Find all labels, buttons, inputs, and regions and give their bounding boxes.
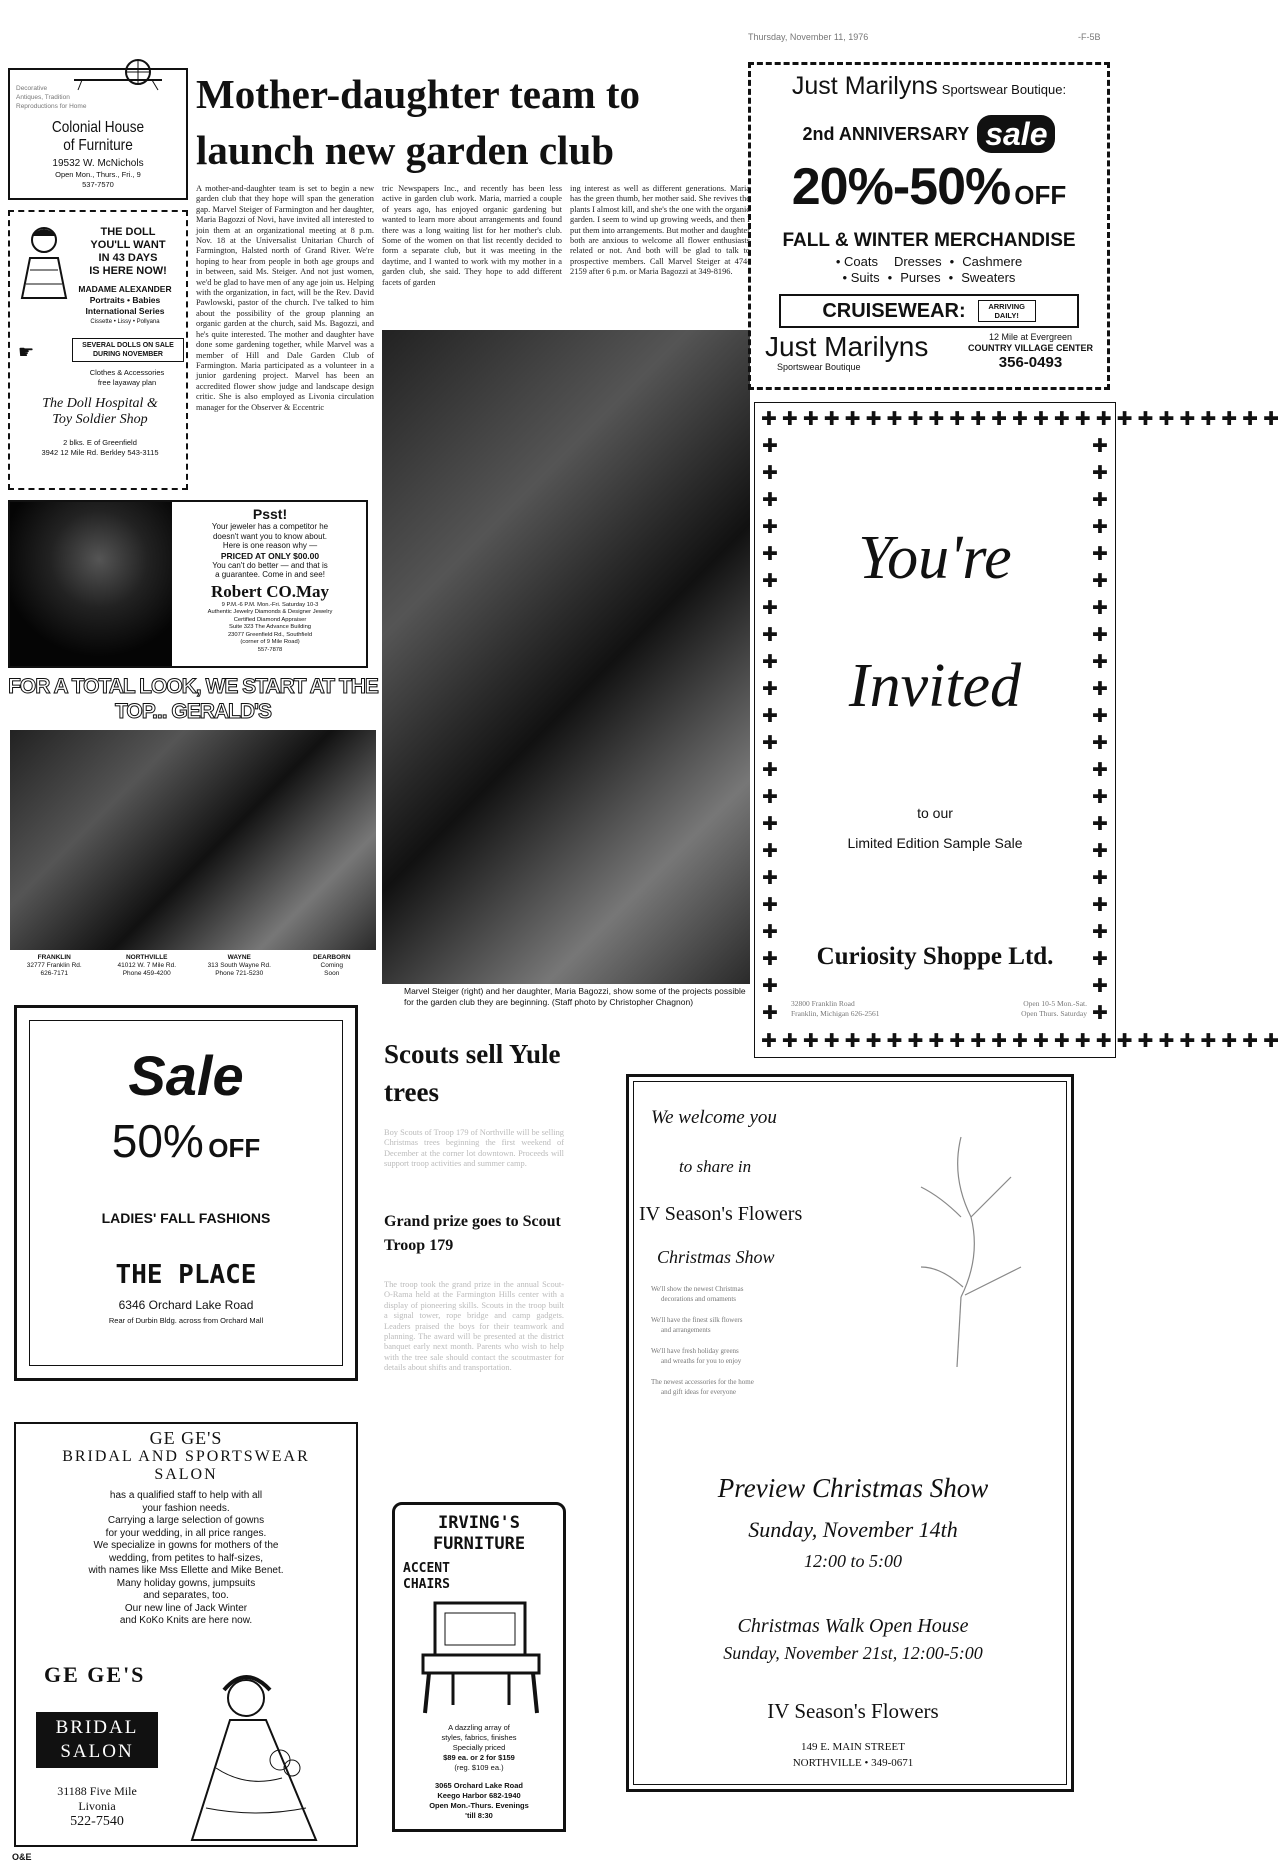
- psst-hours: 9 P.M.-6 P.M. Mon.-Fri. Saturday 10-3: [221, 601, 319, 608]
- geges-copy: We specialize in gowns for mothers of the: [93, 1540, 279, 1551]
- irvings-hours: Open Mon.-Thurs. Evenings: [429, 1801, 529, 1810]
- seasons-street: 149 E. MAIN STREET: [801, 1741, 905, 1753]
- jewelry-photo: [10, 502, 172, 666]
- geralds-hairstyles-photo: [10, 730, 376, 950]
- doll-heading-2: YOU'LL WANT: [90, 239, 166, 251]
- geralds-location-address: Coming: [320, 962, 343, 969]
- robert-may-logo: Robert CO.May: [210, 581, 330, 601]
- seasons-date-1: Sunday, November 14th: [748, 1517, 958, 1542]
- irvings-accent: ACCENT: [403, 1561, 450, 1576]
- irvings-name-2: FURNITURE: [432, 1534, 526, 1554]
- marilyns-name: Just Marilyns: [791, 72, 938, 100]
- colonial-line: Reproductions for Home: [16, 103, 87, 110]
- psst-line: Your jeweler has a competitor he: [211, 522, 329, 531]
- hand-pointing-icon: ☛: [18, 342, 35, 362]
- place-percent: 50%: [111, 1115, 204, 1167]
- doll-brand: MADAME ALEXANDER: [78, 284, 172, 294]
- geges-title: BRIDAL AND SPORTSWEAR: [62, 1448, 310, 1465]
- psst-address: 23077 Greenfield Rd., Southfield: [227, 631, 313, 638]
- seasons-list-item: We'll show the newest Christmas: [651, 1285, 744, 1293]
- seasons-name-2: IV Season's Flowers: [767, 1699, 939, 1723]
- geges-name-2: GE GE'S: [44, 1662, 146, 1687]
- geralds-location-name: NORTHVILLE: [125, 954, 168, 961]
- marilyns-arriving: ARRIVING DAILY!: [978, 300, 1036, 322]
- psst-line: a guarantee. Come in and see!: [215, 570, 325, 579]
- doll-shop-name-2: Toy Soldier Shop: [52, 412, 148, 427]
- marilyns-name-2: Just Marilyns: [765, 331, 929, 362]
- doll-lines: Portraits • Babies: [89, 295, 161, 305]
- psst-desc: Authentic Jewelry Diamonds & Designer Jewelry: [207, 609, 333, 615]
- psst-address: (corner of 9 Mile Road): [240, 639, 300, 645]
- geges-logo-line: SALON: [60, 1741, 134, 1762]
- marilyns-anniversary: 2nd ANNIVERSARY: [802, 123, 970, 144]
- geralds-location-phone: Phone 459-4200: [122, 970, 171, 977]
- scouts-body-2: The troop took the grand prize in the annual Scout-O-Rama held at the Farmington Hills center with a display of pioneering skills. Scouts in the troop built a signal tower, rope bridge and camp gadgets. Leaders praised the boys for their teamwork and planning. The award will be presented at the district banquet early next month. Parents who wish to help with the tree sale should contact the scoutmaster for details about shifts and transportation.: [384, 1280, 564, 1373]
- irvings-price: $89 ea. or 2 for $159: [443, 1753, 515, 1762]
- seasons-list-item: and arrangements: [661, 1325, 711, 1334]
- place-address: 6346 Orchard Lake Road: [118, 1298, 254, 1312]
- marilyns-item: Cashmere: [962, 254, 1023, 269]
- irvings-hours-2: 'till 8:30: [465, 1811, 493, 1820]
- place-ladies: LADIES' FALL FASHIONS: [101, 1210, 271, 1226]
- seasons-list-item: decorations and ornaments: [661, 1294, 737, 1303]
- footer-mark: O&E: [12, 1852, 32, 1862]
- geralds-location-phone: Phone 721-5230: [215, 970, 264, 977]
- cross-border-icon: ✚ ✚ ✚ ✚ ✚ ✚ ✚ ✚ ✚ ✚ ✚ ✚ ✚ ✚ ✚ ✚ ✚ ✚ ✚ ✚ ✚ ✚: [762, 436, 778, 1024]
- marilyns-sub: Sportswear Boutique:: [941, 82, 1067, 97]
- geges-copy: Carrying a large selection of gowns: [107, 1515, 265, 1526]
- geralds-location-address: 32777 Franklin Rd.: [26, 962, 82, 969]
- doll-clothes: Clothes & Accessories: [89, 368, 165, 377]
- irvings-reg: (reg. $109 ea.): [454, 1763, 504, 1772]
- irvings-city: Keego Harbor 682-1940: [437, 1791, 521, 1800]
- robert-may-ad: [8, 500, 368, 668]
- doll-series: International Series: [85, 306, 165, 316]
- geralds-location-name: DEARBORN: [312, 954, 351, 961]
- seasons-list-item: We'll have fresh holiday greens: [651, 1347, 739, 1355]
- seasons-list-item: We'll have the finest silk flowers: [651, 1316, 743, 1324]
- mother-daughter-photo: [382, 330, 750, 984]
- colonial-line: Antiques, Tradition: [16, 94, 70, 101]
- colonial-phone: 537-7570: [82, 180, 114, 189]
- seasons-list-item: The newest accessories for the home: [651, 1378, 754, 1386]
- marilyns-item: Dresses: [893, 254, 942, 269]
- seasons-date-2: Sunday, November 21st, 12:00-5:00: [723, 1643, 983, 1663]
- irvings-address: 3065 Orchard Lake Road: [435, 1781, 523, 1790]
- colonial-house-ad: [8, 68, 188, 200]
- article-column-3: ing interest as well as different generations. Maria has the green thumb, her mother said. She revives the plants I almost kill, and she's the one with the organic garden. I seem to wind up growing weeds, and then I put them into arrangements. But mother and daughter both are anxious to welcome all flower enthusiasts related or not. And both will be glad to talk to prospective members. Call Marvel Steiger at 474-2159 after 6 p.m. or Maria Bagozzi at 349-8196.: [570, 184, 750, 277]
- marilyns-item: Suits: [850, 270, 880, 285]
- psst-desc: Certified Diamond Appraiser: [233, 616, 307, 623]
- geges-copy: for your wedding, in all price ranges.: [105, 1527, 267, 1539]
- irvings-desc: A dazzling array of: [448, 1723, 510, 1732]
- doll-sale-banner: SEVERAL DOLLS ON SALE DURING NOVEMBER: [72, 338, 184, 362]
- place-note: Rear of Durbin Bldg. across from Orchard Mall: [108, 1316, 264, 1325]
- doll-names: Cissette • Lissy • Pollyana: [90, 319, 160, 325]
- geralds-location-name: WAYNE: [227, 954, 251, 961]
- place-sale: Sale: [128, 1044, 244, 1107]
- article-column-2: tric Newspapers Inc., and recently has been less active in garden club work. Maria, married a couple of years ago, has enjoyed organic gardening but wanted to learn more about arrangements and found there was a long waiting list for her mother's club. Some of the women on that list recently decided to form a separate club, but it was meeting in the daytime, and I wanted to work with my mother in a garden club, she said. They hope to add different facets of garden: [382, 184, 562, 287]
- marilyns-item: Purses: [900, 270, 941, 285]
- marilyns-center: COUNTRY VILLAGE CENTER: [967, 343, 1093, 353]
- curiosity-sale: Limited Edition Sample Sale: [847, 835, 1023, 851]
- curiosity-hours: Open Thurs. Saturday: [1021, 1009, 1087, 1018]
- geges-address: 31188 Five Mile: [57, 1784, 137, 1798]
- curiosity-address: 32800 Franklin Road: [791, 999, 855, 1008]
- doll-hospital-ad: [8, 210, 188, 490]
- geges-copy: and KoKo Knits are here now.: [119, 1615, 253, 1626]
- doll-heading-4: IS HERE NOW!: [89, 265, 167, 277]
- article-column-1: A mother-and-daughter team is set to begin a new garden club that they hope will span the generation gap. Marvel Steiger of Farmington and her daughter, Maria Bagozzi of Novi, have invited all interested to join them at an organizational meeting at 8 p.m. Nov. 18 at the Universalist Unitarian Church of Farmington, Halsted north of Grand River. We're hoping to hear from people in both age groups and in between, said Ms. Steiger. And not just women, we'd be glad to have men of any age join us. Helping with the organization, in fact, will be the Rev. David Pawlowski, pastor of the church. I've talked to him about the possibility of the group planning an organic garden at the church, said Ms. Bagozzi, and he's quite interested. The mother and daughter have done some gardening together, while Marvel was a member of Hill and Dale Garden Club of Farmington. Maria participated as a volunteer in a junior gardening project. Marvel has been an accredited flower show judge and landscape design critic. She is also employed as Livonia circulation manager for the Observer & Eccentric: [196, 184, 374, 412]
- psst-line: Here is one reason why —: [222, 541, 318, 550]
- irvings-name: IRVING'S: [438, 1513, 520, 1533]
- article-headline: Mother-daughter team to launch new garden club: [196, 71, 641, 173]
- marilyns-cruisewear: CRUISEWEAR:: [822, 299, 966, 322]
- seasons-city: NORTHVILLE • 349-0671: [792, 1757, 914, 1769]
- geges-logo-line: BRIDAL: [55, 1717, 139, 1738]
- geges-copy: with names like Mss Ellette and Mike Benet.: [88, 1565, 284, 1576]
- colonial-hours: Open Mon., Thurs., Fri., 9: [55, 170, 141, 179]
- colonial-name: Colonial House: [51, 119, 145, 136]
- geralds-ad: [8, 674, 378, 984]
- geralds-location-address: 41012 W. 7 Mile Rd.: [117, 962, 177, 969]
- psst-address: Suite 323 The Advance Building: [228, 624, 312, 630]
- seasons-welcome: We welcome you: [651, 1107, 777, 1128]
- curiosity-youre: You're: [858, 524, 1012, 592]
- place-name: THE PLACE: [115, 1260, 257, 1290]
- the-place-ad: [14, 1005, 358, 1381]
- curiosity-invited: Invited: [848, 652, 1022, 720]
- seasons-list-item: and wreaths for you to enjoy: [661, 1356, 742, 1365]
- psst-line: doesn't want you to know about.: [212, 531, 328, 541]
- geralds-location-phone: Soon: [324, 970, 340, 977]
- geralds-location-name: FRANKLIN: [37, 954, 71, 961]
- irvings-desc: Specially priced: [452, 1743, 506, 1752]
- curiosity-name: Curiosity Shoppe Ltd.: [816, 943, 1054, 970]
- season-flowers-ad: [626, 1074, 1074, 1792]
- doll-phone: 543-3115: [127, 448, 159, 457]
- seasons-time-1: 12:00 to 5:00: [804, 1551, 902, 1571]
- colonial-line: Decorative: [16, 85, 48, 92]
- seasons-preview: Preview Christmas Show: [717, 1473, 989, 1503]
- scouts-body: Boy Scouts of Troop 179 of Northville will be selling Christmas trees beginning the first weekend of December at the corner lot downtown. Proceeds will support troop activities and summer camp.: [384, 1128, 564, 1169]
- poinsettia-illustration-icon: [861, 1117, 1061, 1397]
- place-off: OFF: [208, 1133, 261, 1163]
- psst-title: Psst!: [252, 506, 288, 522]
- geralds-location-address: 313 South Wayne Rd.: [207, 962, 271, 969]
- doll-layaway: free layaway plan: [97, 378, 157, 387]
- marilyns-item: Coats: [844, 254, 878, 269]
- page-number: -F-5B: [1078, 32, 1101, 42]
- doll-location: 2 blks. E of Greenfield: [63, 438, 137, 447]
- seasons-share: to share in: [679, 1157, 752, 1176]
- colonial-name-2: of Furniture: [63, 137, 133, 154]
- curiosity-shoppe-ad: [754, 402, 1284, 1058]
- geges-copy: wedding, from petites to half-sizes,: [109, 1552, 263, 1564]
- curiosity-address: Franklin, Michigan 626-2561: [791, 1009, 880, 1018]
- chair-illustration-icon: [413, 1597, 549, 1717]
- marilyns-item: Sweaters: [961, 270, 1016, 285]
- photo-caption: Marvel Steiger (right) and her daughter, Maria Bagozzi, show some of the projects possible for the garden club they are beginning. (Staff photo by Christopher Chagnon): [404, 986, 746, 1007]
- geges-phone: 522-7540: [70, 1814, 124, 1829]
- seasons-walk: Christmas Walk Open House: [737, 1615, 969, 1637]
- doll-heading-3: IN 43 DAYS: [98, 252, 158, 264]
- geralds-location-phone: 626-7171: [40, 970, 68, 977]
- marilyns-boutique: Sportswear Boutique: [777, 362, 861, 372]
- curiosity-to-our: to our: [917, 805, 953, 821]
- scouts-subhead: Grand prize goes to Scout Troop 179: [384, 1213, 561, 1254]
- scouts-headline: Scouts sell Yule trees: [384, 1039, 561, 1107]
- irvings-ad: [392, 1502, 566, 1832]
- marilyns-fall: FALL & WINTER MERCHANDISE: [782, 230, 1076, 251]
- psst-price: PRICED AT ONLY $00.00: [220, 550, 320, 561]
- psst-phone: 557-7878: [257, 646, 283, 653]
- geges-copy: your fashion needs.: [142, 1502, 230, 1514]
- geges-title-2: SALON: [154, 1466, 218, 1483]
- just-marilyns-ad: Just Marilyns Sportswear Boutique: 2nd ANNIVERSARY sale 20%-50% OFF FALL & WINTER MERCHANDISE • Coats Dresses • Cashmere • Suits • Purses • Sweaters CRUISEWEAR: ARRIVING DAILY! Just Marilyns Sportswear Boutique 12 Mile at Evergreen COUNTRY VILLAGE CENTER 356-0493: [748, 62, 1110, 390]
- geges-name: GE GE'S: [149, 1428, 223, 1448]
- doll-shop-name: The Doll Hospital &: [42, 396, 158, 411]
- cross-border-icon: ✚✚✚✚✚✚✚✚✚✚✚✚✚✚✚✚✚✚✚✚✚✚✚✚✚: [761, 409, 1284, 430]
- marilyns-sale: sale: [977, 115, 1055, 153]
- curiosity-hours: Open 10-5 Mon.-Sat.: [1023, 999, 1087, 1008]
- spinning-wheel-icon: [72, 58, 164, 90]
- geges-logo-box: [36, 1712, 158, 1768]
- cross-border-icon: ✚✚✚✚✚✚✚✚✚✚✚✚✚✚✚✚✚✚✚✚✚✚✚✚✚: [761, 1031, 1284, 1052]
- colonial-address: 19532 W. McNichols: [52, 158, 144, 169]
- cross-border-icon: ✚ ✚ ✚ ✚ ✚ ✚ ✚ ✚ ✚ ✚ ✚ ✚ ✚ ✚ ✚ ✚ ✚ ✚ ✚ ✚ ✚ ✚: [1092, 436, 1108, 1024]
- seasons-show: Christmas Show: [657, 1247, 775, 1267]
- geges-ad: [14, 1422, 358, 1847]
- marilyns-phone: 356-0493: [998, 354, 1063, 371]
- marilyns-off: OFF: [1014, 180, 1067, 210]
- geges-copy: Many holiday gowns, jumpsuits: [116, 1577, 256, 1589]
- irvings-chairs: CHAIRS: [403, 1577, 450, 1592]
- psst-line: You can't do better — and that is: [212, 560, 328, 570]
- issue-date: Thursday, November 11, 1976: [748, 32, 869, 42]
- geges-copy: has a qualified staff to help with all: [109, 1490, 263, 1501]
- seasons-list-item: and gift ideas for everyone: [661, 1387, 737, 1396]
- bride-illustration-icon: [186, 1668, 352, 1842]
- geges-copy: Our new line of Jack Winter: [124, 1602, 248, 1614]
- geralds-headline: FOR A TOTAL LOOK, WE START AT THE TOP... GERALD'S: [8, 675, 378, 723]
- geges-copy: and separates, too.: [143, 1590, 229, 1601]
- doll-address: 3942 12 Mile Rd. Berkley: [41, 448, 126, 457]
- irvings-desc: styles, fabrics, finishes: [441, 1733, 517, 1742]
- marilyns-percent: 20%-50%: [791, 158, 1011, 216]
- doll-heading-1: THE DOLL: [100, 226, 156, 238]
- seasons-name: IV Season's Flowers: [639, 1203, 803, 1225]
- geges-city: Livonia: [78, 1799, 116, 1813]
- marilyns-location: 12 Mile at Evergreen: [988, 332, 1073, 342]
